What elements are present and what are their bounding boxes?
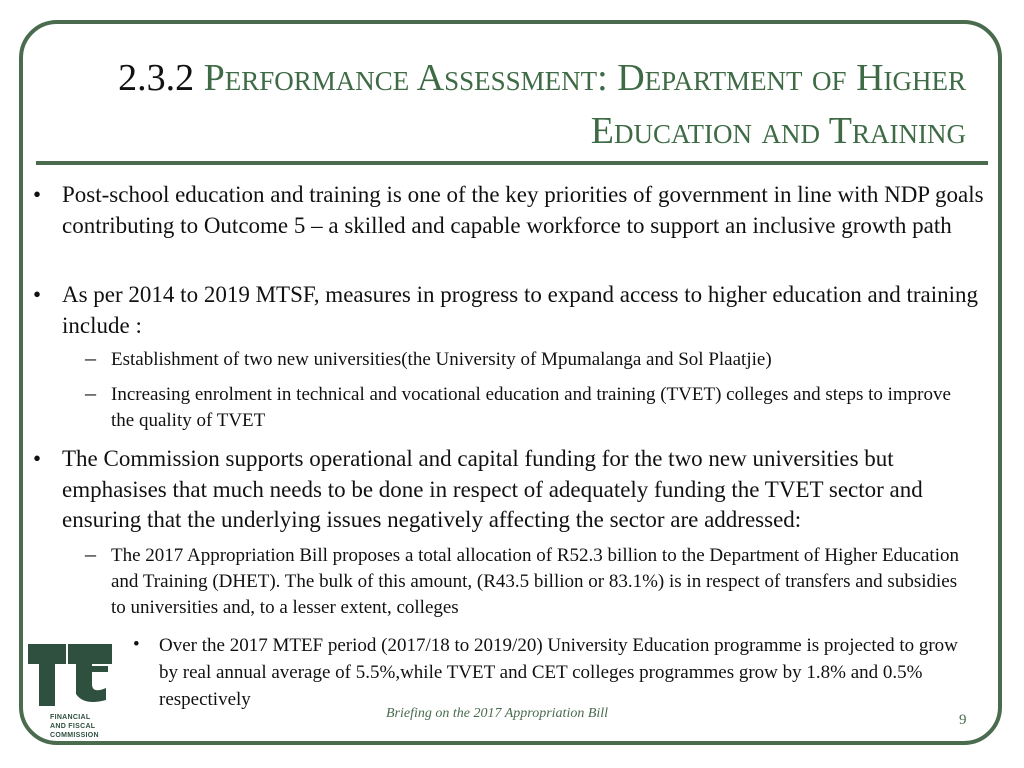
- title-number: 2.3.2: [118, 57, 204, 99]
- footer-text: Briefing on the 2017 Appropriation Bill: [386, 706, 609, 721]
- sub-bullet-item: [85, 380, 971, 434]
- bullet-dot-icon: •: [133, 634, 140, 655]
- page-number: 9: [959, 712, 967, 728]
- bullet-text: Post-school education and training is one of the key priorities of government in line with NDP goals contributing to Outcome 5 – a skilled and capable workforce to support an inclusive growth path: [62, 182, 984, 238]
- logo-line: FINANCIAL: [50, 714, 91, 721]
- logo-caption: [28, 713, 128, 740]
- ffc-logo-mark-icon: [28, 644, 112, 706]
- ffc-logo: [28, 644, 128, 740]
- title-divider: [36, 161, 988, 165]
- bullet-text: The Commission supports operational and capital funding for the two new universities but emphasises that much needs to be done in respect of adequately funding the TVET sector and ensuring that the underlying issues negatively affecting the sector are addressed:: [62, 446, 923, 532]
- title-text: Performance Assessment: Department of Higher Education and Training: [203, 57, 966, 152]
- dash-icon: –: [85, 380, 96, 405]
- sub-bullet-text: Increasing enrolment in technical and vocational education and training (TVET) colleges and steps to improve the quality of TVET: [111, 384, 951, 431]
- logo-line: COMMISSION: [50, 732, 99, 739]
- bullet-item: [33, 280, 1002, 341]
- slide-title: [66, 52, 966, 158]
- bullet-text: As per 2014 to 2019 MTSF, measures in progress to expand access to higher education and training include :: [62, 282, 979, 338]
- bullet-item: [33, 180, 1002, 241]
- sub-sub-bullet-item: [133, 632, 969, 713]
- sub-bullet-item: [85, 541, 971, 621]
- dash-icon: –: [85, 345, 96, 370]
- bullet-dot-icon: •: [33, 182, 42, 207]
- sub-bullet-text: The 2017 Appropriation Bill proposes a total allocation of R52.3 billion to the Department of Higher Education and Training (DHET). The bulk of this amount, (R43.5 billion or 83.1%) is in respect of transfers and subsidies to universities and, to a lesser extent, colleges: [111, 545, 959, 618]
- dash-icon: –: [85, 541, 96, 566]
- bullet-item: [33, 444, 1002, 536]
- logo-line: AND FISCAL: [50, 723, 96, 730]
- bullet-dot-icon: •: [33, 446, 42, 471]
- bullet-dot-icon: •: [33, 282, 42, 307]
- sub-bullet-text: Establishment of two new universities(the University of Mpumalanga and Sol Plaatjie): [111, 349, 772, 370]
- sub-sub-bullet-text: Over the 2017 MTEF period (2017/18 to 2019/20) University Education programme is projected to grow by real annual average of 5.5%,while TVET and CET colleges programmes grow by 1.8% and 0.5% respectively: [159, 635, 958, 710]
- sub-bullet-item: [85, 345, 971, 373]
